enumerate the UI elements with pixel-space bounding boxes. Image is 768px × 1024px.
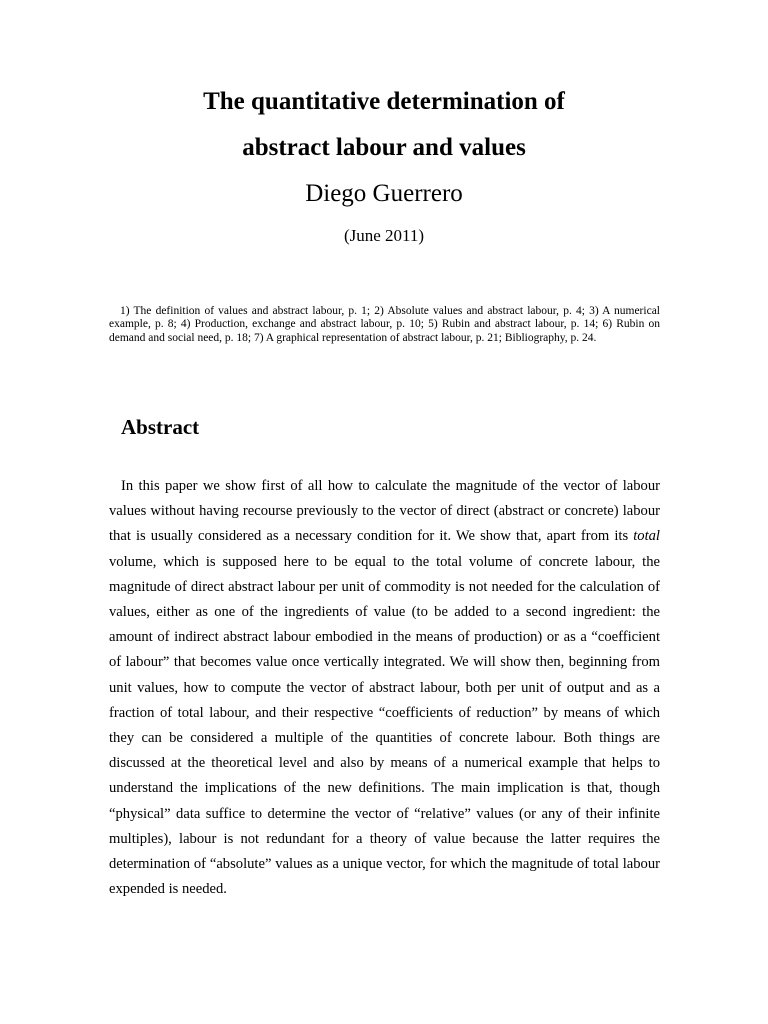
abstract-emphasis: total <box>633 528 660 545</box>
publication-date: (June 2011) <box>343 226 425 245</box>
paper-title-line-2: abstract labour and values <box>242 134 526 161</box>
abstract-paragraph <box>109 474 660 902</box>
paper-title-line-1: The quantitative determination of <box>203 88 565 115</box>
author-name: Diego Guerrero <box>305 180 463 207</box>
abstract-text-part-2: volume, which is supposed here to be equal to the total volume of concrete labour, the magnitude of direct abstract labour per unit of commodity is not needed for the calculation of values, either as one of the ingredients of value (to be added to a second ingredient: the amount of indirect abstract labour embodied in the means of production) or as a “coefficient of labour” that becomes value once vertically integrated. We will show then, beginning from unit values, how to compute the vector of abstract labour, both per unit of output and as a fraction of total labour, and their respective “coefficients of reduction” by means of which they can be considered a multiple of the quantities of concrete labour. Both things are discussed at the theoretical level and also by means of a numerical example that helps to understand the implications of the new definitions. The main implication is that, though “physical” data suffice to determine the vector of “relative” values (or any of their infinite multiples), labour is not redundant for a theory of value because the latter requires the determination of “absolute” values as a unique vector, for which the magnitude of total labour expended is needed. <box>109 553 660 898</box>
abstract-text-part-1: In this paper we show first of all how to calculate the magnitude of the vector of labour values without having recourse previously to the vector of direct (abstract or concrete) labour that is usually considered as a necessary condition for it. We show that, apart from its <box>109 478 660 545</box>
abstract-heading: Abstract <box>121 415 200 439</box>
table-of-contents: 1) The definition of values and abstract labour, p. 1; 2) Absolute values and abstract labour, p. 4; 3) A numerical example, p. 8; 4) Production, exchange and abstract labour, p. 10; 5) Rubin and abstract labour, p. 14; 6) Rubin on demand and social need, p. 18; 7) A graphical representation of abstract labour, p. 21; Bibliography, p. 24. <box>109 305 660 344</box>
